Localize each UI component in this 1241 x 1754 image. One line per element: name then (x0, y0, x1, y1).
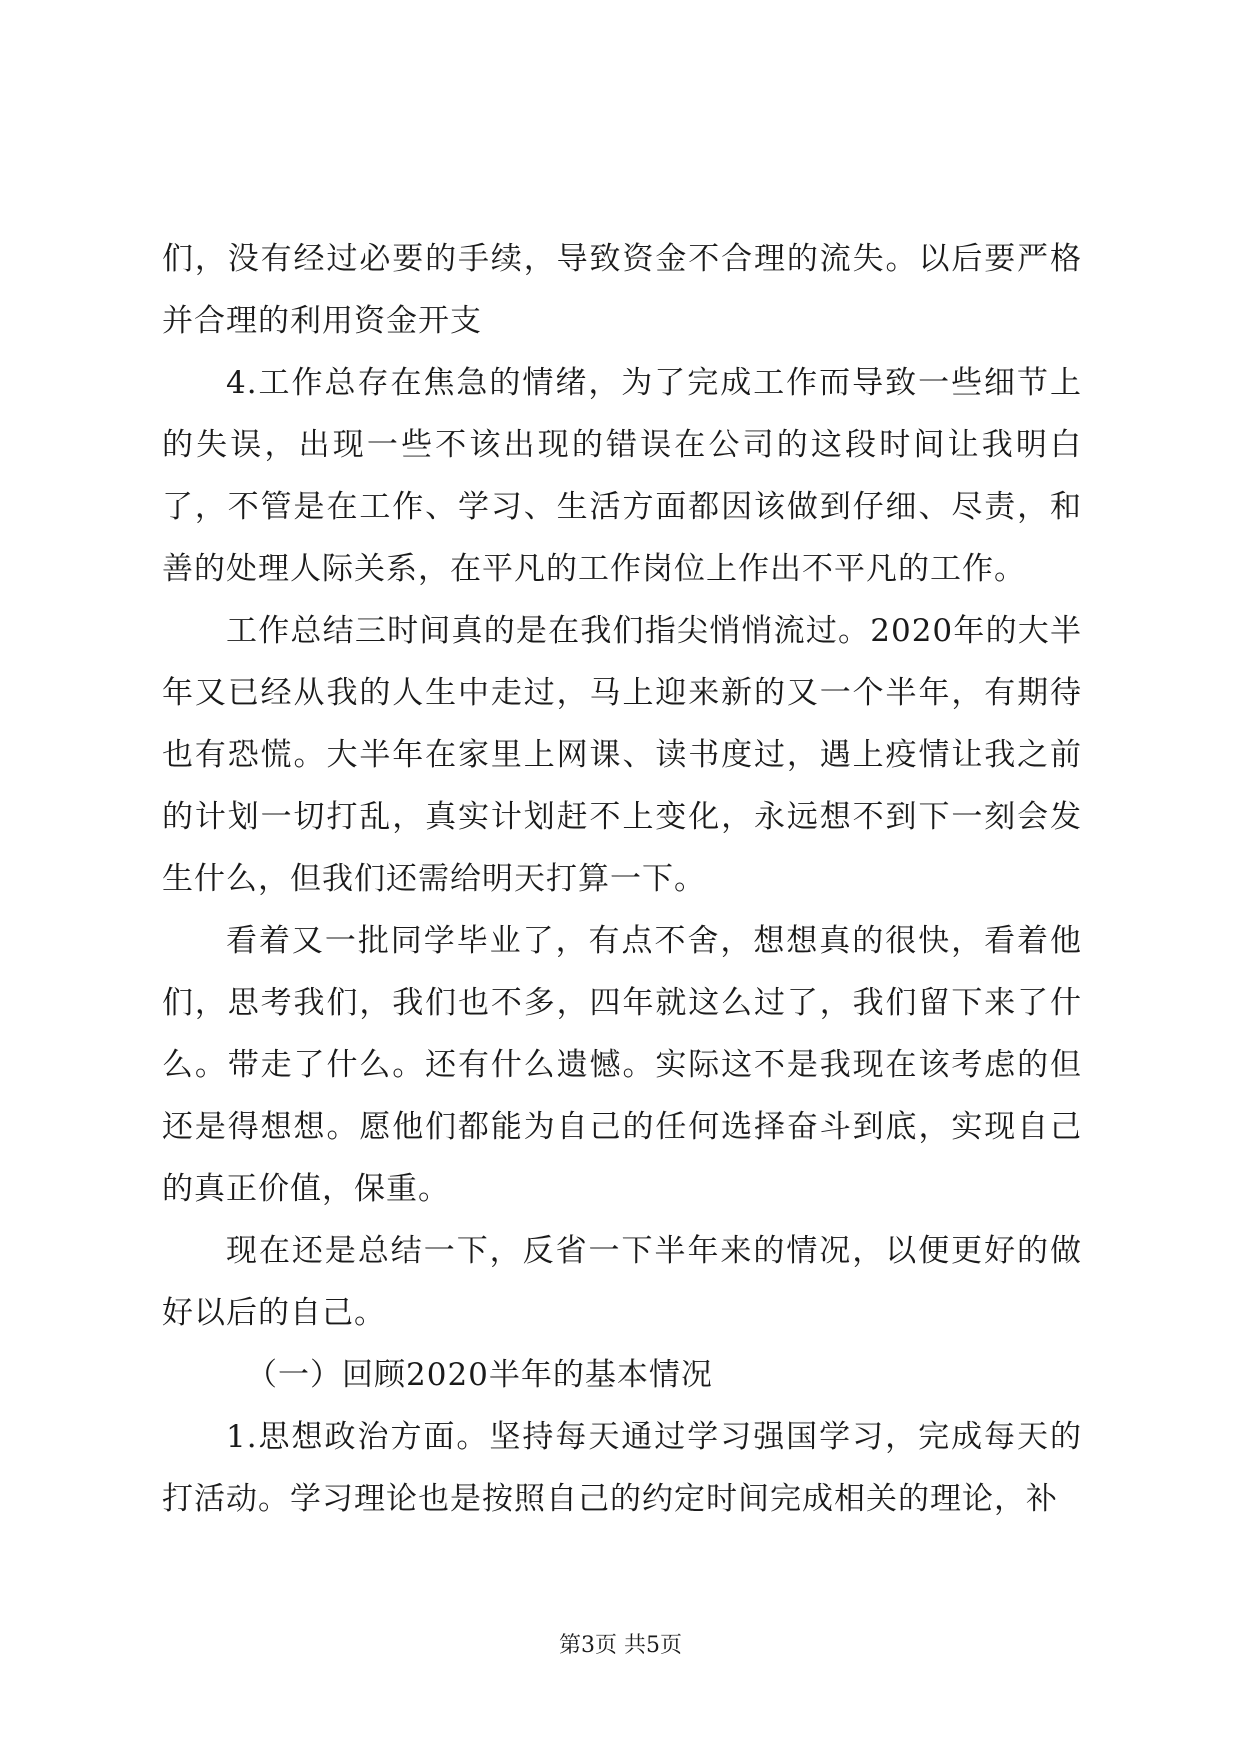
paragraph-3: 工作总结三时间真的是在我们指尖悄悄流过。2020年的大半年又已经从我的人生中走过，马上迎来新的又一个半年，有期待也有恐慌。大半年在家里上网课、读书度过，遇上疫情让我之前的计划一切打乱，真实计划赶不上变化，永远想不到下一刻会发生什么，但我们还需给明天打算一下。 (162, 613, 1082, 897)
paragraph-4: 看着又一批同学毕业了，有点不舍，想想真的很快，看着他们，思考我们，我们也不多，四年就这么过了，我们留下来了什么。带走了什么。还有什么遗憾。实际这不是我现在该考虑的但还是得想想。愿他们都能为自己的任何选择奋斗到底，实现自己的真正价值，保重。 (162, 923, 1082, 1207)
paragraph-6: 1.思想政治方面。坚持每天通过学习强国学习，完成每天的打活动。学习理论也是按照自己的约定时间完成相关的理论，补 (162, 1419, 1082, 1517)
paragraph-1: 们，没有经过必要的手续，导致资金不合理的流失。以后要严格并合理的利用资金开支 (162, 241, 1082, 339)
section-heading: （一）回顾2020半年的基本情况 (246, 1357, 713, 1393)
paragraph-5: 现在还是总结一下，反省一下半年来的情况，以便更好的做好以后的自己。 (162, 1233, 1082, 1331)
document-body (162, 228, 1082, 1530)
paragraph-2: 4.工作总存在焦急的情绪，为了完成工作而导致一些细节上的失误，出现一些不该出现的错误在公司的这段时间让我明白了，不管是在工作、学习、生活方面都因该做到仔细、尽责，和善的处理人际关系，在平凡的工作岗位上作出不平凡的工作。 (162, 365, 1082, 587)
page-footer: 第3页 共5页 (559, 1633, 682, 1658)
